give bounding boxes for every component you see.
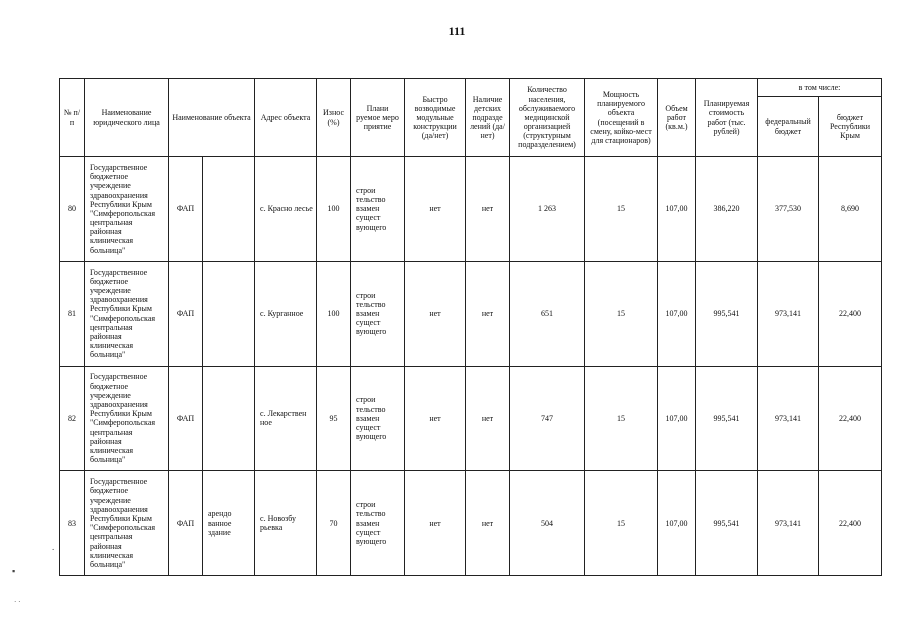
cell-capacity: 15: [585, 471, 658, 576]
cell-wear: 95: [317, 366, 351, 471]
header-wear: Износ (%): [317, 79, 351, 157]
header-including: в том числе:: [758, 79, 882, 97]
table-row: [60, 471, 882, 576]
header-volume: Объем работ (кв.м.): [658, 79, 696, 157]
cell-planned-measure: строи тельство взамен сущест вующего: [351, 261, 405, 366]
cell-volume: 107,00: [658, 261, 696, 366]
cell-number: 80: [60, 157, 85, 262]
cell-modular: нет: [405, 471, 466, 576]
cell-wear: 70: [317, 471, 351, 576]
cell-object-detail: [203, 366, 255, 471]
cell-object-type: ФАП: [169, 261, 203, 366]
cell-population: 1 263: [510, 157, 585, 262]
cell-number: 83: [60, 471, 85, 576]
cell-planned-measure: строи тельство взамен сущест вующего: [351, 471, 405, 576]
cell-object-detail: [203, 261, 255, 366]
scan-speck: .: [52, 542, 55, 552]
page-number: 111: [448, 24, 466, 38]
cell-modular: нет: [405, 157, 466, 262]
cell-planned-measure: строи тельство взамен сущест вующего: [351, 157, 405, 262]
cell-wear: 100: [317, 157, 351, 262]
cell-capacity: 15: [585, 366, 658, 471]
header-federal-budget: федеральный бюджет: [758, 97, 819, 157]
cell-planned-cost: 995,541: [696, 471, 758, 576]
cell-capacity: 15: [585, 157, 658, 262]
cell-volume: 107,00: [658, 471, 696, 576]
cell-children-units: нет: [466, 366, 510, 471]
header-number: № п/п: [60, 79, 85, 157]
cell-capacity: 15: [585, 261, 658, 366]
cell-planned-cost: 386,220: [696, 157, 758, 262]
header-planned-measure: Плани руемое меро приятие: [351, 79, 405, 157]
cell-legal-entity: Государственное бюджетное учреждение здравоохранения Республики Крым "Симферопольская центральная районная клиническая больница": [85, 157, 169, 262]
cell-children-units: нет: [466, 471, 510, 576]
facilities-table: [59, 78, 882, 576]
cell-object-detail: арендо ванное здание: [203, 471, 255, 576]
header-children-units: Наличие детских подразде лений (да/нет): [466, 79, 510, 157]
cell-children-units: нет: [466, 157, 510, 262]
cell-volume: 107,00: [658, 366, 696, 471]
cell-planned-cost: 995,541: [696, 261, 758, 366]
cell-modular: нет: [405, 366, 466, 471]
cell-number: 82: [60, 366, 85, 471]
cell-address: с. Лекарствен ное: [255, 366, 317, 471]
cell-object-type: ФАП: [169, 471, 203, 576]
cell-federal-budget: 973,141: [758, 471, 819, 576]
cell-object-detail: [203, 157, 255, 262]
cell-population: 747: [510, 366, 585, 471]
table-row: [60, 261, 882, 366]
cell-population: 504: [510, 471, 585, 576]
header-capacity: Мощность планируемого объекта (посещений в смену, койко-мест для стационаров): [585, 79, 658, 157]
cell-wear: 100: [317, 261, 351, 366]
header-object-name: Наименование объекта: [169, 79, 255, 157]
cell-legal-entity: Государственное бюджетное учреждение здравоохранения Республики Крым "Симферопольская центральная районная клиническая больница": [85, 261, 169, 366]
cell-address: с. Новозбу рьевка: [255, 471, 317, 576]
table-row: [60, 366, 882, 471]
cell-legal-entity: Государственное бюджетное учреждение здравоохранения Республики Крым "Симферопольская центральная районная клиническая больница": [85, 366, 169, 471]
header-population: Количество населения, обслуживаемого медицинской организацией (структурным подразделением): [510, 79, 585, 157]
cell-federal-budget: 973,141: [758, 261, 819, 366]
table-row: [60, 157, 882, 262]
cell-number: 81: [60, 261, 85, 366]
cell-modular: нет: [405, 261, 466, 366]
cell-federal-budget: 973,141: [758, 366, 819, 471]
cell-regional-budget: 22,400: [819, 471, 882, 576]
cell-planned-cost: 995,541: [696, 366, 758, 471]
cell-regional-budget: 8,690: [819, 157, 882, 262]
cell-children-units: нет: [466, 261, 510, 366]
header-regional-budget: бюджет Республики Крым: [819, 97, 882, 157]
cell-legal-entity: Государственное бюджетное учреждение здравоохранения Республики Крым "Симферопольская центральная районная клиническая больница": [85, 471, 169, 576]
cell-population: 651: [510, 261, 585, 366]
cell-object-type: ФАП: [169, 366, 203, 471]
header-legal-entity: Наименование юридического лица: [85, 79, 169, 157]
cell-object-type: ФАП: [169, 157, 203, 262]
cell-address: с. Курганное: [255, 261, 317, 366]
header-planned-cost: Планируемая стоимость работ (тыс. рублей): [696, 79, 758, 157]
cell-federal-budget: 377,530: [758, 157, 819, 262]
cell-regional-budget: 22,400: [819, 366, 882, 471]
header-modular: Быстро возводимые модульные конструкции (да/нет): [405, 79, 466, 157]
scan-speck: · ·: [14, 598, 21, 606]
cell-planned-measure: строи тельство взамен сущест вующего: [351, 366, 405, 471]
cell-volume: 107,00: [658, 157, 696, 262]
cell-address: с. Красно лесье: [255, 157, 317, 262]
header-address: Адрес объекта: [255, 79, 317, 157]
scan-speck: ▪: [12, 566, 16, 576]
cell-regional-budget: 22,400: [819, 261, 882, 366]
